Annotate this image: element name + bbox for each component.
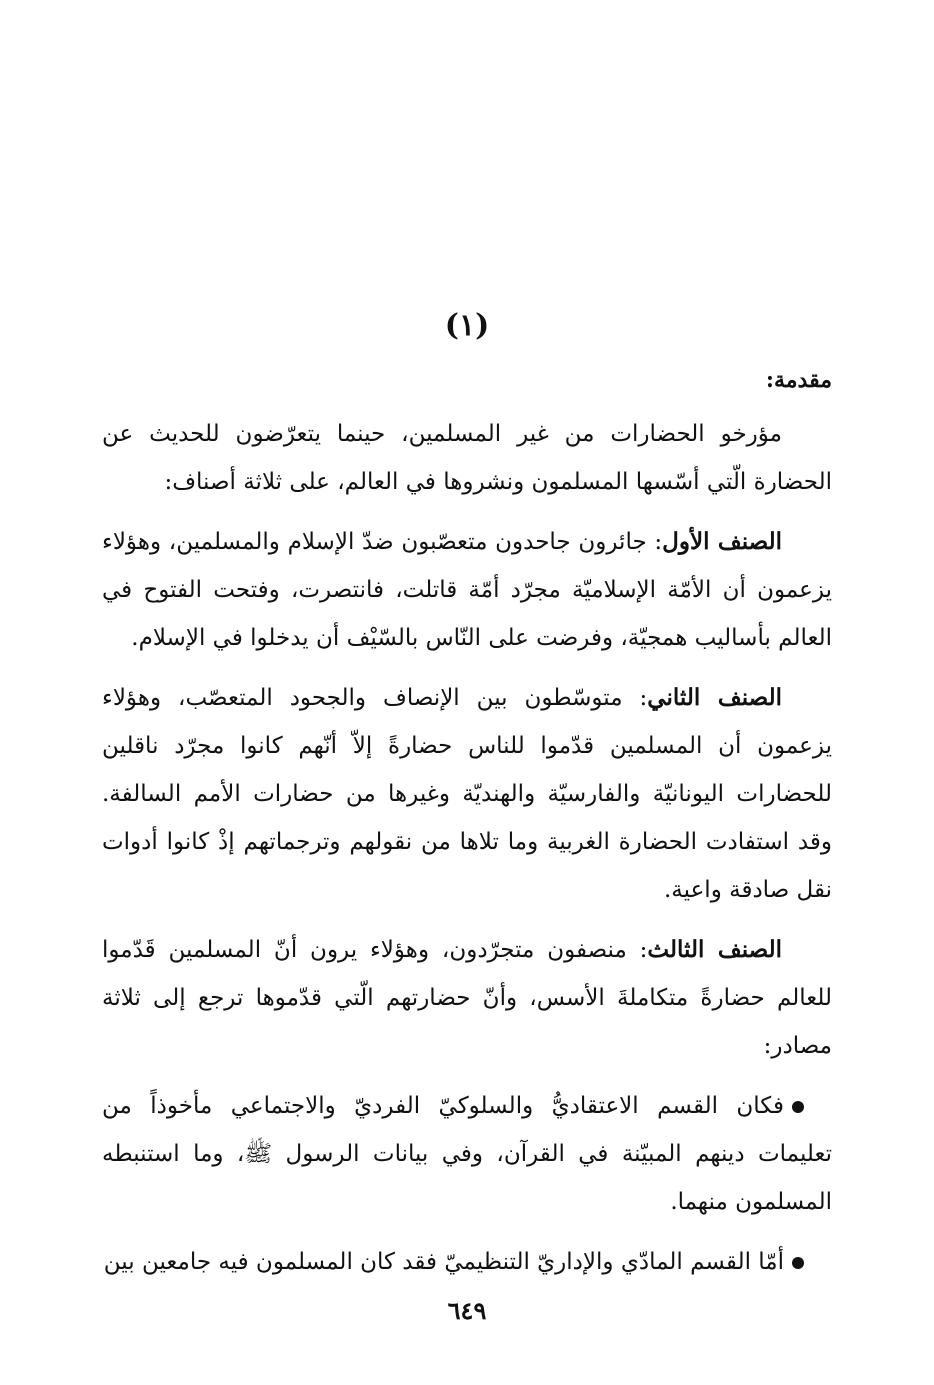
body-text: [102, 362, 832, 1298]
category-paragraph-1: [102, 518, 832, 662]
bullet-text-2: أمّا القسم المادّي والإداريّ التنظيميّ فقد كان المسلمون فيه جامعين بين: [103, 1249, 784, 1275]
bullet-icon: [792, 1257, 804, 1269]
category-paragraph-3: [102, 926, 832, 1070]
bullet-icon: [792, 1101, 804, 1113]
page-number: ٦٤٩: [447, 1296, 487, 1325]
bullet-item-2: [102, 1238, 832, 1286]
intro-paragraph: مؤرخو الحضارات من غير المسلمين، حينما يتعرّضون للحديث عن الحضارة الّتي أسّسها المسلمون ونشروها في العالم، على ثلاثة أصناف:: [102, 421, 832, 495]
category-text-2: : متوسّطون بين الإنصاف والجحود المتعصّب، وهؤلاء يزعمون أن المسلمين قدّموا للناس حضارةً إلاّ أنّهم كانوا مجرّد ناقلين للحضارات اليونانيّة والفارسيّة والهنديّة وغيرها من حضارات الأمم السالفة. وقد استفادت الحضارة الغربية وما تلاها من نقولهم وترجماتهم إذْ كانوا أدوات نقل صادقة واعية.: [102, 685, 832, 903]
category-text-1: : جائرون جاحدون متعصّبون ضدّ الإسلام والمسلمين، وهؤلاء يزعمون أن الأمّة الإسلاميّة مجرّد أمّة قاتلت، فانتصرت، وفتحت الفتوح في العالم بأساليب همجيّة، وفرضت على النّاس بالسّيْف أن يدخلوا في الإسلام.: [102, 529, 832, 651]
chapter-number: (١): [444, 308, 490, 343]
category-lead-2: الصنف الثاني: [647, 684, 782, 711]
section-heading: مقدمة:: [765, 367, 832, 393]
bullet-text-1: فكان القسم الاعتقاديُّ والسلوكيّ الفرديّ والاجتماعي مأخوذاً من تعليمات دينهم المبيّنة في القرآن، وفي بيانات الرسول ﷺ، وما استنبطه المسلمون منهما.: [102, 1093, 832, 1215]
category-text-3: : منصفون متجرّدون، وهؤلاء يرون أنّ المسلمين قَدّموا للعالم حضارةً متكاملةَ الأسس، وأنّ حضارتهم الّتي قدّموها ترجع إلى ثلاثة مصادر:: [102, 937, 832, 1059]
bullet-item-1: [102, 1082, 832, 1226]
category-lead-1: الصنف الأول: [662, 528, 782, 555]
category-lead-3: الصنف الثالث: [647, 936, 782, 963]
category-paragraph-2: [102, 674, 832, 914]
